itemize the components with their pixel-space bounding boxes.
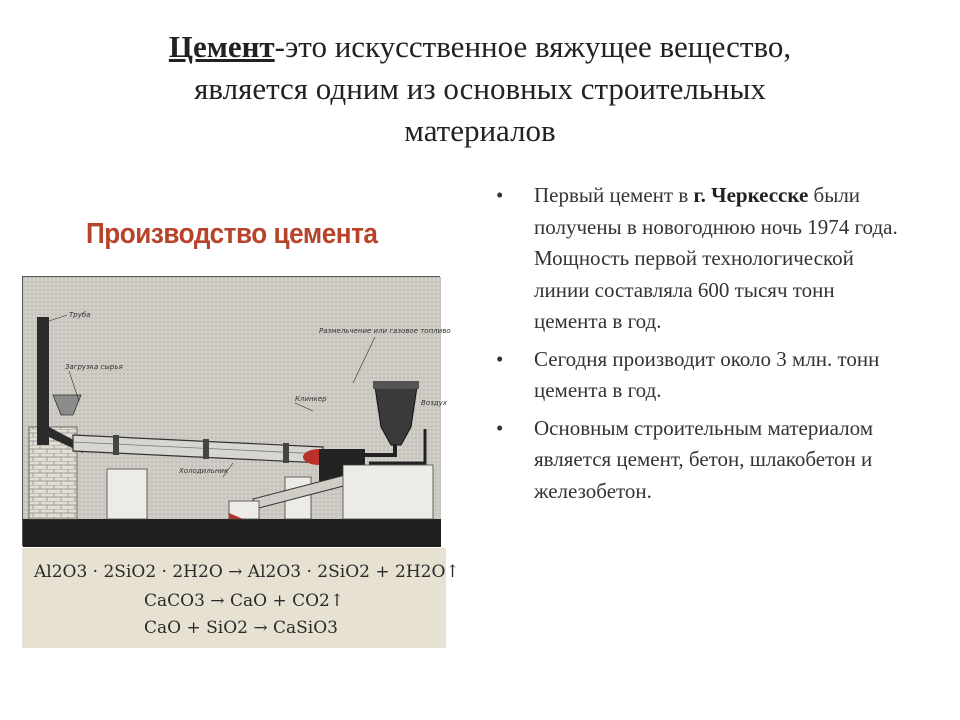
title-line3: материалов (404, 113, 556, 148)
label-loading: Загрузка сырья (65, 363, 123, 371)
cement-kiln-diagram (22, 276, 451, 546)
bullet-marker: • (496, 346, 504, 371)
label-clinker: Клинкер (295, 395, 327, 403)
label-air: Воздух (421, 399, 447, 407)
reaction-equations (22, 548, 460, 648)
bullet-text-after: были получены в новогоднюю ночь 1974 года. Мощность первой технологической линии составляла 600 тысяч тонн цемента в год. (534, 183, 898, 333)
title-line1-rest: -это искусственное вяжущее вещество, (274, 29, 792, 64)
bullet-text: Сегодня производит около 3 млн. тонн цемента в год. (534, 346, 880, 402)
label-pipe: Труба (69, 311, 91, 319)
bullet-city: г. Черкесске (693, 183, 809, 207)
list-item (490, 180, 910, 338)
bullet-text-before: Первый цемент в (534, 183, 694, 207)
list-item (490, 413, 910, 508)
production-heading: Производство цемента (86, 218, 378, 250)
bullet-list (490, 180, 910, 513)
title-line2: является одним из основных строительных (194, 71, 766, 106)
list-item (490, 344, 910, 407)
title-term: Цемент (168, 29, 275, 64)
bullet-marker: • (496, 415, 504, 440)
label-cooler: Холодильник (179, 467, 229, 475)
equation-3: CaO + SiO2 → CaSiO3 (144, 618, 338, 638)
kiln-illustration (23, 277, 451, 547)
slide-title (60, 26, 900, 152)
bullet-text: Основным строительным материалом является цемент, бетон, шлакобетон и железобетон. (534, 415, 873, 503)
label-cooling: Размельчение или газовое топливо (319, 327, 451, 335)
equation-1: Al2O3 · 2SiO2 · 2H2O → Al2O3 · 2SiO2 + 2H2O↑ (34, 562, 460, 582)
equation-2: CaCO3 → CaO + CO2↑ (144, 591, 345, 611)
bullet-marker: • (496, 183, 504, 207)
